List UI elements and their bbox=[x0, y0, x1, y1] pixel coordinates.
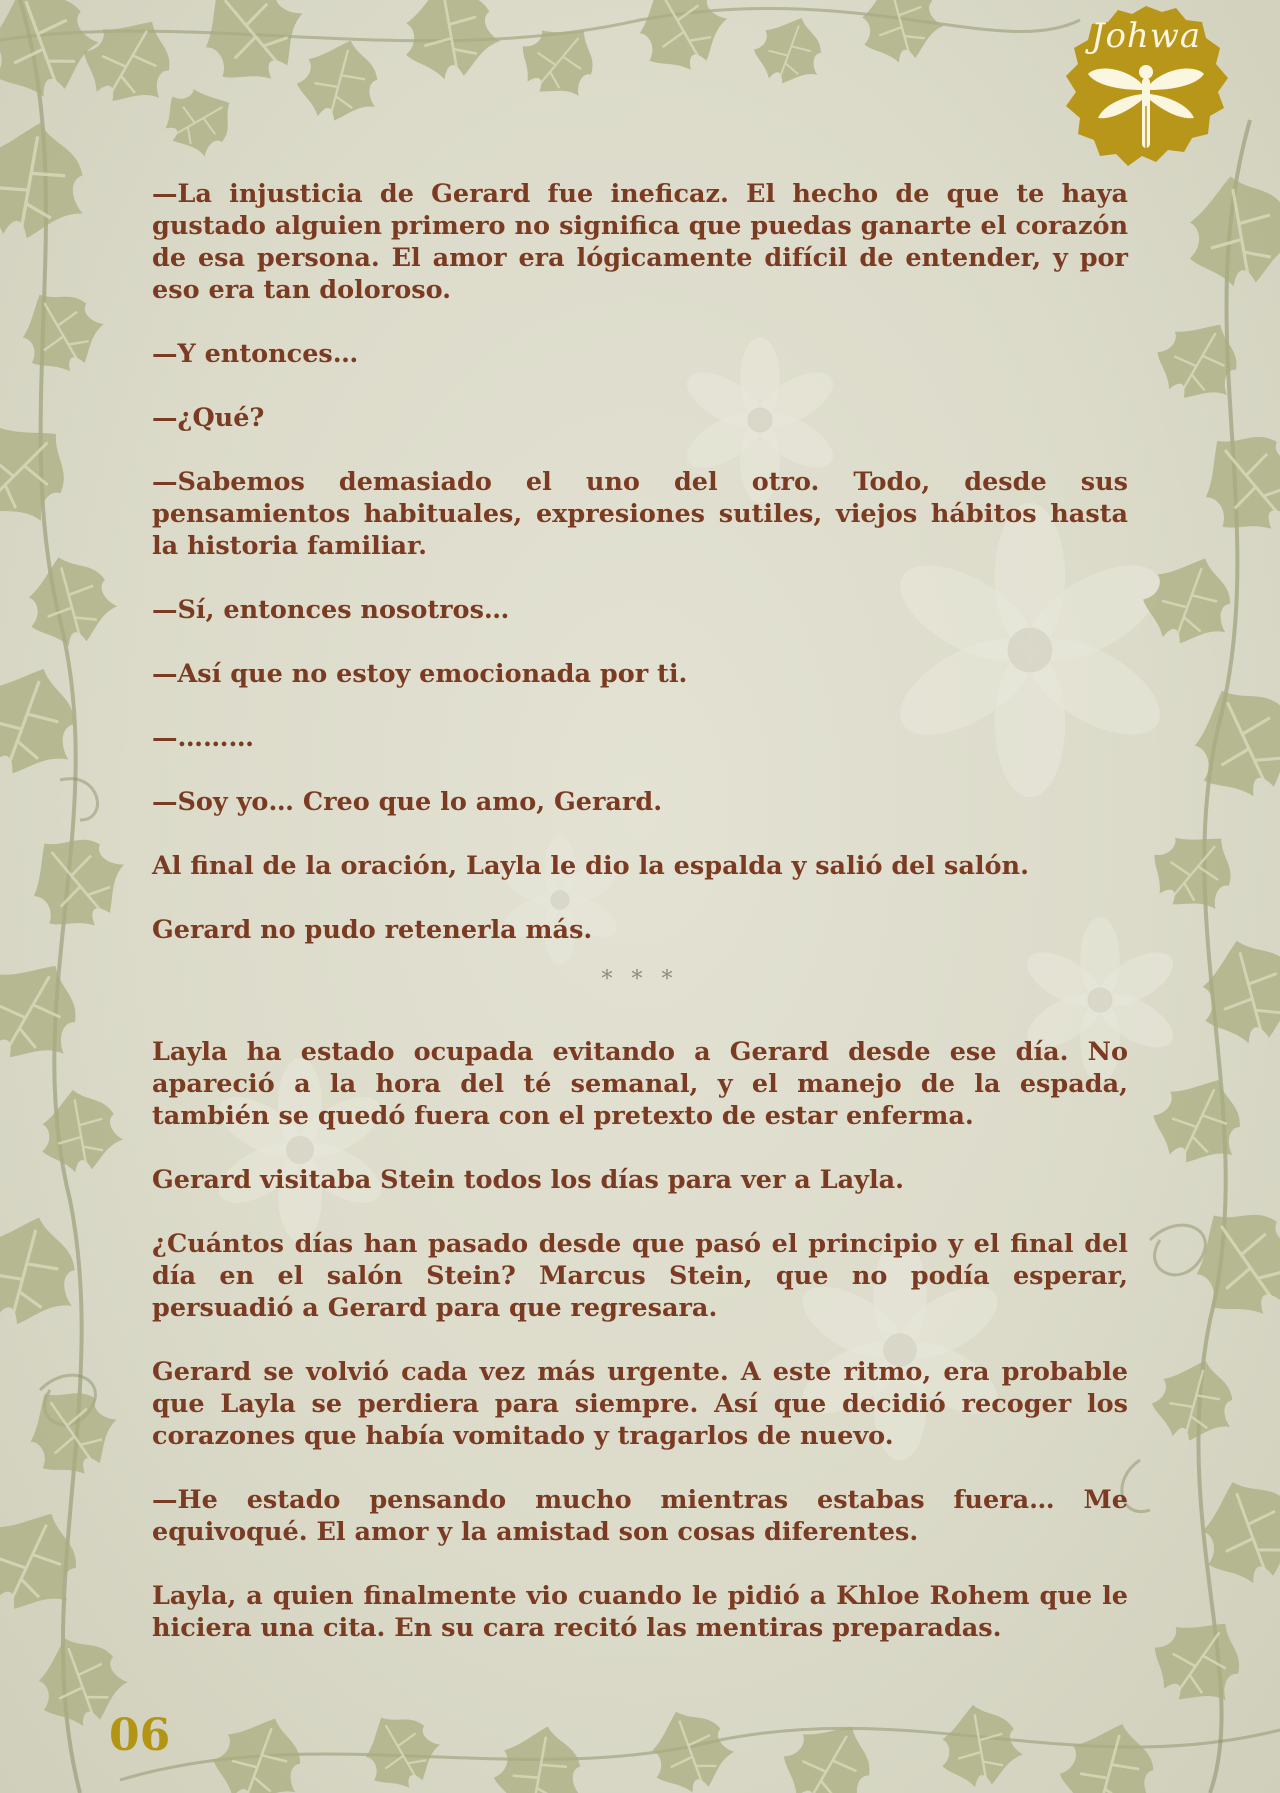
page-number: 06 bbox=[109, 1710, 171, 1761]
logo-text: Johwa bbox=[1090, 16, 1202, 56]
paragraph: Layla ha estado ocupada evitando a Gerard desde ese día. No apareció a la hora del té semanal, y el manejo de la espada, también se quedó fuera con el pretexto de estar enferma. bbox=[152, 1037, 1128, 1131]
paragraph: ¿Cuántos días han pasado desde que pasó el principio y el final del día en el salón Stein? Marcus Stein, que no podía esperar, persuadió a Gerard para que regresara. bbox=[152, 1229, 1128, 1323]
johwa-logo bbox=[1058, 2, 1234, 174]
paragraph: —……… bbox=[152, 723, 254, 753]
paragraph: Al final de la oración, Layla le dio la espalda y salió del salón. bbox=[152, 851, 1029, 881]
paragraph: Gerard no pudo retenerla más. bbox=[152, 915, 593, 945]
paragraph: Gerard se volvió cada vez más urgente. A este ritmo, era probable que Layla se perdiera para siempre. Así que decidió recoger los corazones que había vomitado y tragarlos de nuevo. bbox=[152, 1357, 1128, 1451]
paragraph: Layla, a quien finalmente vio cuando le pidió a Khloe Rohem que le hiciera una cita. En su cara recitó las mentiras preparadas. bbox=[152, 1581, 1128, 1643]
paragraph: —La injusticia de Gerard fue ineficaz. El hecho de que te haya gustado alguien primero no significa que puedas ganarte el corazón de esa persona. El amor era lógicamente difícil de entender, y por eso era tan doloroso. bbox=[152, 179, 1128, 305]
dragonfly-icon bbox=[1086, 60, 1206, 156]
story-text bbox=[152, 178, 1128, 1676]
paragraph: —Sí, entonces nosotros… bbox=[152, 595, 510, 625]
paragraph: —Y entonces… bbox=[152, 339, 359, 369]
paragraph: —He estado pensando mucho mientras estabas fuera… Me equivoqué. El amor y la amistad son cosas diferentes. bbox=[152, 1485, 1128, 1547]
paragraph: —¿Qué? bbox=[152, 403, 265, 433]
paragraph: —Así que no estoy emocionada por ti. bbox=[152, 659, 688, 689]
paragraph: —Soy yo… Creo que lo amo, Gerard. bbox=[152, 787, 663, 817]
scene-separator: * * * bbox=[601, 967, 679, 992]
paragraph: —Sabemos demasiado el uno del otro. Todo, desde sus pensamientos habituales, expresiones sutiles, viejos hábitos hasta la historia familiar. bbox=[152, 467, 1128, 561]
paragraph: Gerard visitaba Stein todos los días para ver a Layla. bbox=[152, 1165, 905, 1195]
